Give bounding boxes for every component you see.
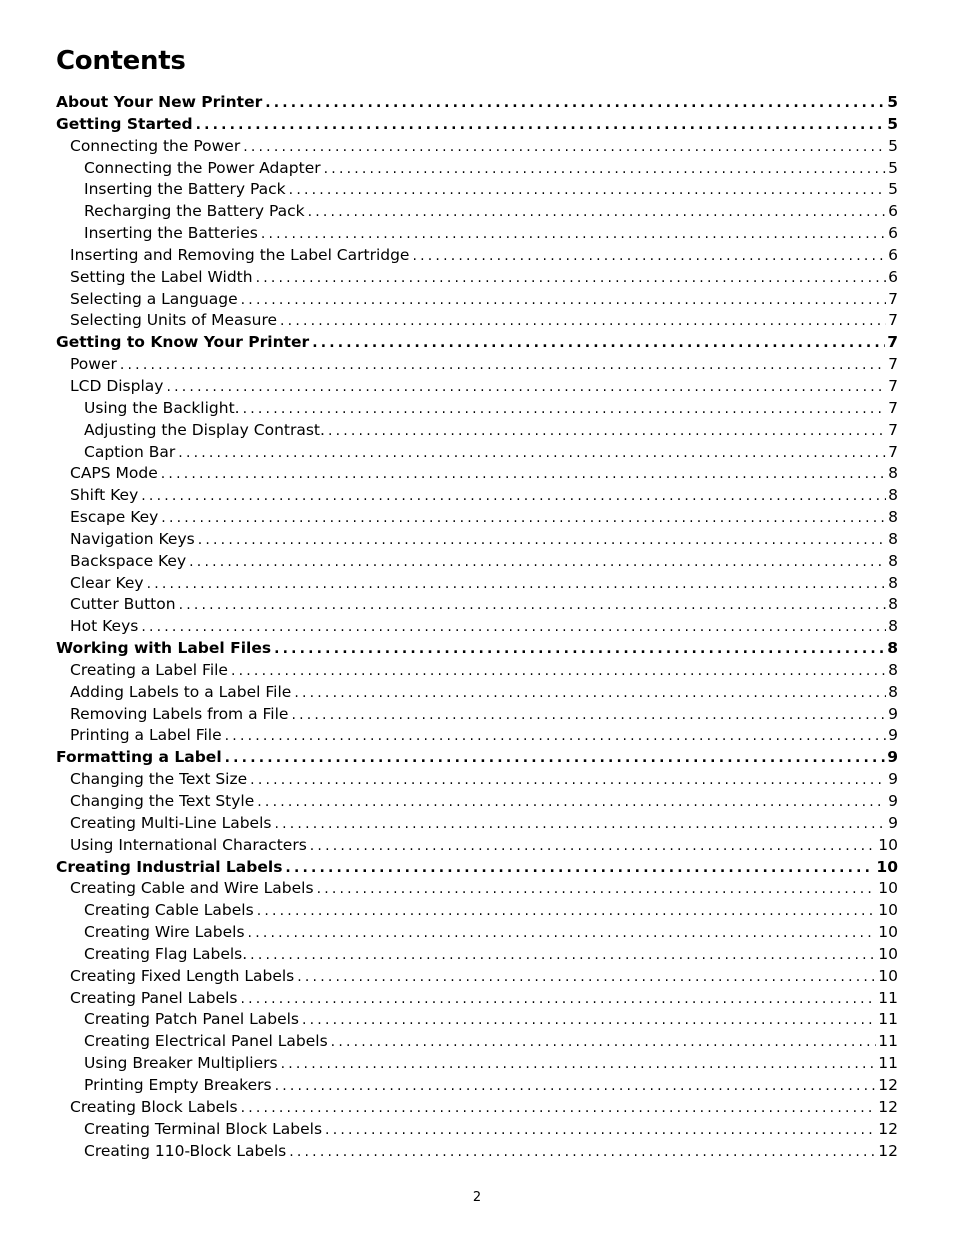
- toc-entry-page: 7: [888, 398, 898, 417]
- toc-entry-title: Getting Started: [56, 114, 196, 136]
- toc-entry-row: [70, 267, 898, 289]
- toc-entry-page: 8: [888, 464, 898, 483]
- toc-entry-row: [56, 92, 898, 114]
- toc-entry-row: [84, 900, 898, 922]
- toc-entry-title: Creating Flag Labels.: [84, 944, 250, 966]
- toc-entry-page: 11: [878, 1010, 898, 1029]
- toc-entry-title: Removing Labels from a File: [70, 704, 291, 726]
- toc-entry[interactable]: [56, 1031, 898, 1053]
- toc-entry-page: 8: [888, 682, 898, 701]
- toc-entry[interactable]: [56, 179, 898, 201]
- toc-entry-page: 6: [888, 267, 898, 286]
- toc-dot-leader: [120, 355, 886, 376]
- toc-dot-leader: [241, 989, 877, 1010]
- toc-entry-row: [84, 1053, 898, 1075]
- toc-entry-title: Shift Key: [70, 485, 141, 507]
- toc-entry-page: 8: [888, 508, 898, 527]
- toc-entry[interactable]: [56, 966, 898, 988]
- toc-dot-leader: [312, 333, 885, 354]
- toc-entry[interactable]: [56, 638, 898, 660]
- toc-entry-title: Adjusting the Display Contrast.: [84, 420, 328, 442]
- toc-dot-leader: [265, 93, 885, 114]
- toc-entry-title: Escape Key: [70, 507, 161, 529]
- toc-dot-leader: [289, 1142, 876, 1163]
- toc-entry-title: Navigation Keys: [70, 529, 198, 551]
- toc-dot-leader: [196, 115, 886, 136]
- toc-entry-row: [70, 616, 898, 638]
- toc-entry-title: Connecting the Power: [70, 136, 243, 158]
- toc-entry[interactable]: [56, 878, 898, 900]
- toc-entry-title: Creating Fixed Length Labels: [70, 966, 297, 988]
- toc-entry[interactable]: [56, 114, 898, 136]
- toc-entry[interactable]: [56, 551, 898, 573]
- toc-entry-page: 7: [887, 333, 898, 352]
- toc-dot-leader: [280, 311, 886, 332]
- toc-entry[interactable]: [56, 245, 898, 267]
- toc-entry[interactable]: [56, 267, 898, 289]
- toc-entry-page: 7: [888, 311, 898, 330]
- toc-dot-leader: [178, 443, 886, 464]
- toc-dot-leader: [166, 377, 886, 398]
- toc-entry-row: [70, 966, 898, 988]
- toc-entry-title: Printing a Label File: [70, 725, 225, 747]
- toc-entry-row: [70, 988, 898, 1010]
- toc-entry[interactable]: [56, 922, 898, 944]
- toc-entry-title: Creating Cable and Wire Labels: [70, 878, 317, 900]
- toc-entry-row: [84, 158, 898, 180]
- toc-entry-title: Recharging the Battery Pack: [84, 201, 308, 223]
- toc-dot-leader: [231, 661, 886, 682]
- toc-dot-leader: [257, 792, 886, 813]
- toc-entry-title: Creating Patch Panel Labels: [84, 1009, 302, 1031]
- toc-entry-row: [56, 332, 898, 354]
- toc-entry-title: Adding Labels to a Label File: [70, 682, 294, 704]
- toc-entry[interactable]: [56, 747, 898, 769]
- toc-entry[interactable]: [56, 1097, 898, 1119]
- toc-entry-title: Creating Cable Labels: [84, 900, 257, 922]
- toc-entry-title: Creating Block Labels: [70, 1097, 241, 1119]
- toc-entry-row: [70, 551, 898, 573]
- toc-dot-leader: [308, 202, 887, 223]
- toc-entry-title: Using Breaker Multipliers: [84, 1053, 281, 1075]
- toc-entry-row: [70, 835, 898, 857]
- toc-entry[interactable]: [56, 813, 898, 835]
- toc-entry-page: 12: [878, 1141, 898, 1160]
- toc-entry[interactable]: [56, 420, 898, 442]
- toc-entry[interactable]: [56, 988, 898, 1010]
- toc-entry[interactable]: [56, 944, 898, 966]
- toc-entry-title: CAPS Mode: [70, 463, 161, 485]
- toc-entry[interactable]: [56, 1119, 898, 1141]
- toc-entry-row: [70, 310, 898, 332]
- toc-entry[interactable]: [56, 704, 898, 726]
- toc-entry-row: [84, 398, 898, 420]
- toc-entry-page: 8: [888, 617, 898, 636]
- toc-entry-row: [70, 813, 898, 835]
- toc-dot-leader: [310, 836, 876, 857]
- toc-entry-page: 9: [887, 748, 898, 767]
- toc-entry-title: Getting to Know Your Printer: [56, 332, 312, 354]
- toc-entry-title: Creating Panel Labels: [70, 988, 241, 1010]
- toc-entry[interactable]: [56, 507, 898, 529]
- toc-entry-page: 5: [888, 180, 898, 199]
- toc-entry[interactable]: [56, 332, 898, 354]
- toc-entry[interactable]: [56, 594, 898, 616]
- toc-dot-leader: [250, 945, 876, 966]
- toc-entry-title: Inserting the Battery Pack: [84, 179, 289, 201]
- toc-entry-row: [70, 791, 898, 813]
- toc-entry[interactable]: [56, 725, 898, 747]
- toc-dot-leader: [274, 639, 885, 660]
- toc-entry[interactable]: [56, 201, 898, 223]
- toc-entry-title: Creating a Label File: [70, 660, 231, 682]
- toc-entry[interactable]: [56, 616, 898, 638]
- toc-entry-row: [56, 857, 898, 879]
- toc-dot-leader: [317, 879, 877, 900]
- toc-entry[interactable]: [56, 92, 898, 114]
- toc-entry-page: 7: [888, 376, 898, 395]
- toc-entry-row: [84, 944, 898, 966]
- toc-dot-leader: [285, 858, 874, 879]
- toc-dot-leader: [198, 530, 886, 551]
- toc-entry-title: LCD Display: [70, 376, 166, 398]
- toc-entry-page: 9: [888, 813, 898, 832]
- toc-dot-leader: [324, 159, 886, 180]
- toc-entry-page: 5: [888, 158, 898, 177]
- toc-dot-leader: [147, 574, 887, 595]
- toc-dot-leader: [297, 967, 876, 988]
- toc-entry-title: Selecting a Language: [70, 289, 241, 311]
- toc-entry-page: 10: [876, 857, 898, 876]
- toc-entry-title: Creating Terminal Block Labels: [84, 1119, 325, 1141]
- toc-entry-row: [70, 245, 898, 267]
- toc-entry-row: [84, 442, 898, 464]
- toc-entry-page: 11: [878, 1054, 898, 1073]
- toc-entry-page: 8: [888, 551, 898, 570]
- toc-entry-row: [70, 725, 898, 747]
- toc-entry-page: 8: [888, 573, 898, 592]
- toc-entry-page: 9: [888, 792, 898, 810]
- toc-entry-page: 7: [888, 289, 898, 308]
- toc-entry-row: [70, 769, 898, 791]
- toc-entry-page: 11: [878, 988, 898, 1007]
- toc-dot-leader: [328, 421, 886, 442]
- toc-dot-leader: [412, 246, 886, 267]
- page-number: 2: [472, 1190, 482, 1205]
- toc-entry-title: Inserting the Batteries: [84, 223, 261, 245]
- toc-entry-row: [70, 507, 898, 529]
- toc-entry-page: 8: [887, 639, 898, 658]
- toc-entry-title: Working with Label Files: [56, 638, 274, 660]
- toc-entry-row: [56, 747, 898, 769]
- toc-entry-title: Cutter Button: [70, 594, 179, 616]
- toc-entry-row: [70, 529, 898, 551]
- toc-entry-row: [84, 1075, 898, 1097]
- toc-entry-page: 8: [888, 660, 898, 679]
- toc-entry-row: [84, 201, 898, 223]
- toc-entry[interactable]: [56, 310, 898, 332]
- toc-dot-leader: [325, 1120, 876, 1141]
- toc-dot-leader: [141, 486, 886, 507]
- toc-entry-title: Formatting a Label: [56, 747, 225, 769]
- toc-entry-row: [70, 485, 898, 507]
- toc-entry[interactable]: [56, 485, 898, 507]
- toc-entry-page: 7: [888, 442, 898, 461]
- toc-dot-leader: [225, 726, 886, 747]
- toc-entry-row: [70, 463, 898, 485]
- toc-entry-title: Selecting Units of Measure: [70, 310, 280, 332]
- toc-dot-leader: [294, 683, 886, 704]
- toc-entry-row: [70, 376, 898, 398]
- toc-dot-leader: [241, 290, 886, 311]
- toc-entry-title: Using International Characters: [70, 835, 310, 857]
- toc-entry-title: Inserting and Removing the Label Cartridge: [70, 245, 412, 267]
- toc-entry[interactable]: [56, 835, 898, 857]
- toc-entry-page: 6: [888, 245, 898, 264]
- toc-entry-row: [56, 114, 898, 136]
- toc-entry-page: 12: [878, 1075, 898, 1094]
- toc-entry-title: Connecting the Power Adapter: [84, 158, 324, 180]
- toc-entry[interactable]: [56, 223, 898, 245]
- toc-entry[interactable]: [56, 463, 898, 485]
- toc-entry-row: [56, 638, 898, 660]
- toc-entry-row: [84, 420, 898, 442]
- toc-entry[interactable]: [56, 442, 898, 464]
- toc-entry-row: [84, 1141, 898, 1163]
- toc-entry[interactable]: [56, 136, 898, 158]
- toc-dot-leader: [261, 224, 886, 245]
- toc-entry-row: [70, 573, 898, 595]
- toc-entry-page: 9: [888, 726, 898, 745]
- toc-entry[interactable]: [56, 573, 898, 595]
- page-title: Contents: [56, 46, 186, 76]
- toc-entry-row: [70, 682, 898, 704]
- toc-entry-page: 11: [878, 1032, 898, 1051]
- toc-entry-row: [70, 660, 898, 682]
- toc-entry-row: [70, 289, 898, 311]
- toc-dot-leader: [289, 180, 886, 201]
- toc-dot-leader: [302, 1010, 876, 1031]
- toc-entry-page: 6: [888, 224, 898, 243]
- toc-entry-page: 12: [878, 1119, 898, 1138]
- toc-entry-title: Using the Backlight.: [84, 398, 243, 420]
- toc-entry[interactable]: [56, 1009, 898, 1031]
- toc-entry-page: 6: [888, 202, 898, 221]
- toc-entry[interactable]: [56, 1053, 898, 1075]
- toc-dot-leader: [331, 1032, 877, 1053]
- toc-entry[interactable]: [56, 791, 898, 813]
- toc-entry-row: [70, 1097, 898, 1119]
- toc-entry[interactable]: [56, 857, 898, 879]
- toc-entry-title: Creating Electrical Panel Labels: [84, 1031, 331, 1053]
- toc-entry-row: [70, 878, 898, 900]
- toc-entry-title: Creating Industrial Labels: [56, 857, 285, 879]
- toc-entry[interactable]: [56, 376, 898, 398]
- toc-entry-page: 9: [888, 770, 898, 789]
- toc-dot-leader: [179, 595, 887, 616]
- toc-entry-page: 5: [888, 136, 898, 155]
- toc-entry-page: 10: [878, 835, 898, 854]
- toc-entry-page: 7: [888, 420, 898, 439]
- toc-entry-page: 5: [887, 114, 898, 133]
- toc-entry-title: Creating Wire Labels: [84, 922, 248, 944]
- toc-dot-leader: [225, 748, 886, 769]
- toc-entry[interactable]: [56, 1075, 898, 1097]
- toc-entry-page: 7: [888, 355, 898, 374]
- toc-entry-title: Printing Empty Breakers: [84, 1075, 275, 1097]
- toc-entry-row: [84, 223, 898, 245]
- toc-entry[interactable]: [56, 769, 898, 791]
- toc-entry-title: Backspace Key: [70, 551, 189, 573]
- toc-entry-row: [84, 922, 898, 944]
- table-of-contents: [56, 92, 898, 1162]
- toc-entry-title: Clear Key: [70, 573, 147, 595]
- toc-entry-page: 8: [888, 529, 898, 548]
- toc-dot-leader: [141, 617, 886, 638]
- toc-entry-page: 10: [878, 923, 898, 942]
- toc-dot-leader: [257, 901, 877, 922]
- toc-entry-page: 8: [888, 486, 898, 505]
- toc-dot-leader: [281, 1054, 877, 1075]
- toc-entry-row: [84, 1119, 898, 1141]
- toc-dot-leader: [243, 137, 886, 158]
- toc-entry-title: Creating Multi-Line Labels: [70, 813, 274, 835]
- toc-entry[interactable]: [56, 660, 898, 682]
- toc-entry-page: 10: [878, 944, 898, 963]
- toc-entry[interactable]: [56, 158, 898, 180]
- toc-entry-title: Hot Keys: [70, 616, 141, 638]
- toc-entry[interactable]: [56, 900, 898, 922]
- toc-entry-title: Setting the Label Width: [70, 267, 256, 289]
- toc-dot-leader: [189, 552, 886, 573]
- toc-dot-leader: [274, 814, 886, 835]
- toc-dot-leader: [248, 923, 877, 944]
- toc-dot-leader: [250, 770, 886, 791]
- toc-entry-page: 5: [887, 93, 898, 111]
- toc-dot-leader: [291, 705, 886, 726]
- toc-dot-leader: [256, 268, 887, 289]
- toc-entry-page: 12: [878, 1097, 898, 1116]
- toc-entry-title: Creating 110-Block Labels: [84, 1141, 289, 1163]
- toc-entry[interactable]: [56, 354, 898, 376]
- toc-dot-leader: [161, 464, 886, 485]
- toc-entry-page: 10: [878, 879, 898, 898]
- toc-entry-row: [84, 1031, 898, 1053]
- toc-entry-row: [84, 1009, 898, 1031]
- toc-dot-leader: [161, 508, 886, 529]
- toc-entry-row: [70, 136, 898, 158]
- toc-dot-leader: [275, 1076, 877, 1097]
- toc-entry-title: Changing the Text Size: [70, 769, 250, 791]
- toc-entry[interactable]: [56, 289, 898, 311]
- toc-dot-leader: [241, 1098, 877, 1119]
- toc-entry-title: Changing the Text Style: [70, 791, 257, 813]
- toc-entry-title: Caption Bar: [84, 442, 178, 464]
- toc-entry[interactable]: [56, 529, 898, 551]
- toc-entry-row: [70, 354, 898, 376]
- toc-entry-row: [84, 179, 898, 201]
- toc-entry-page: 9: [888, 704, 898, 723]
- toc-entry-row: [70, 704, 898, 726]
- toc-entry-page: 10: [878, 966, 898, 985]
- toc-entry-title: Power: [70, 354, 120, 376]
- toc-entry[interactable]: [56, 682, 898, 704]
- toc-entry-page: 8: [888, 595, 898, 614]
- toc-entry-title: About Your New Printer: [56, 92, 265, 114]
- toc-entry-page: 10: [878, 901, 898, 920]
- toc-entry[interactable]: [56, 1141, 898, 1163]
- toc-entry-row: [70, 594, 898, 616]
- toc-entry[interactable]: [56, 398, 898, 420]
- toc-dot-leader: [243, 399, 887, 420]
